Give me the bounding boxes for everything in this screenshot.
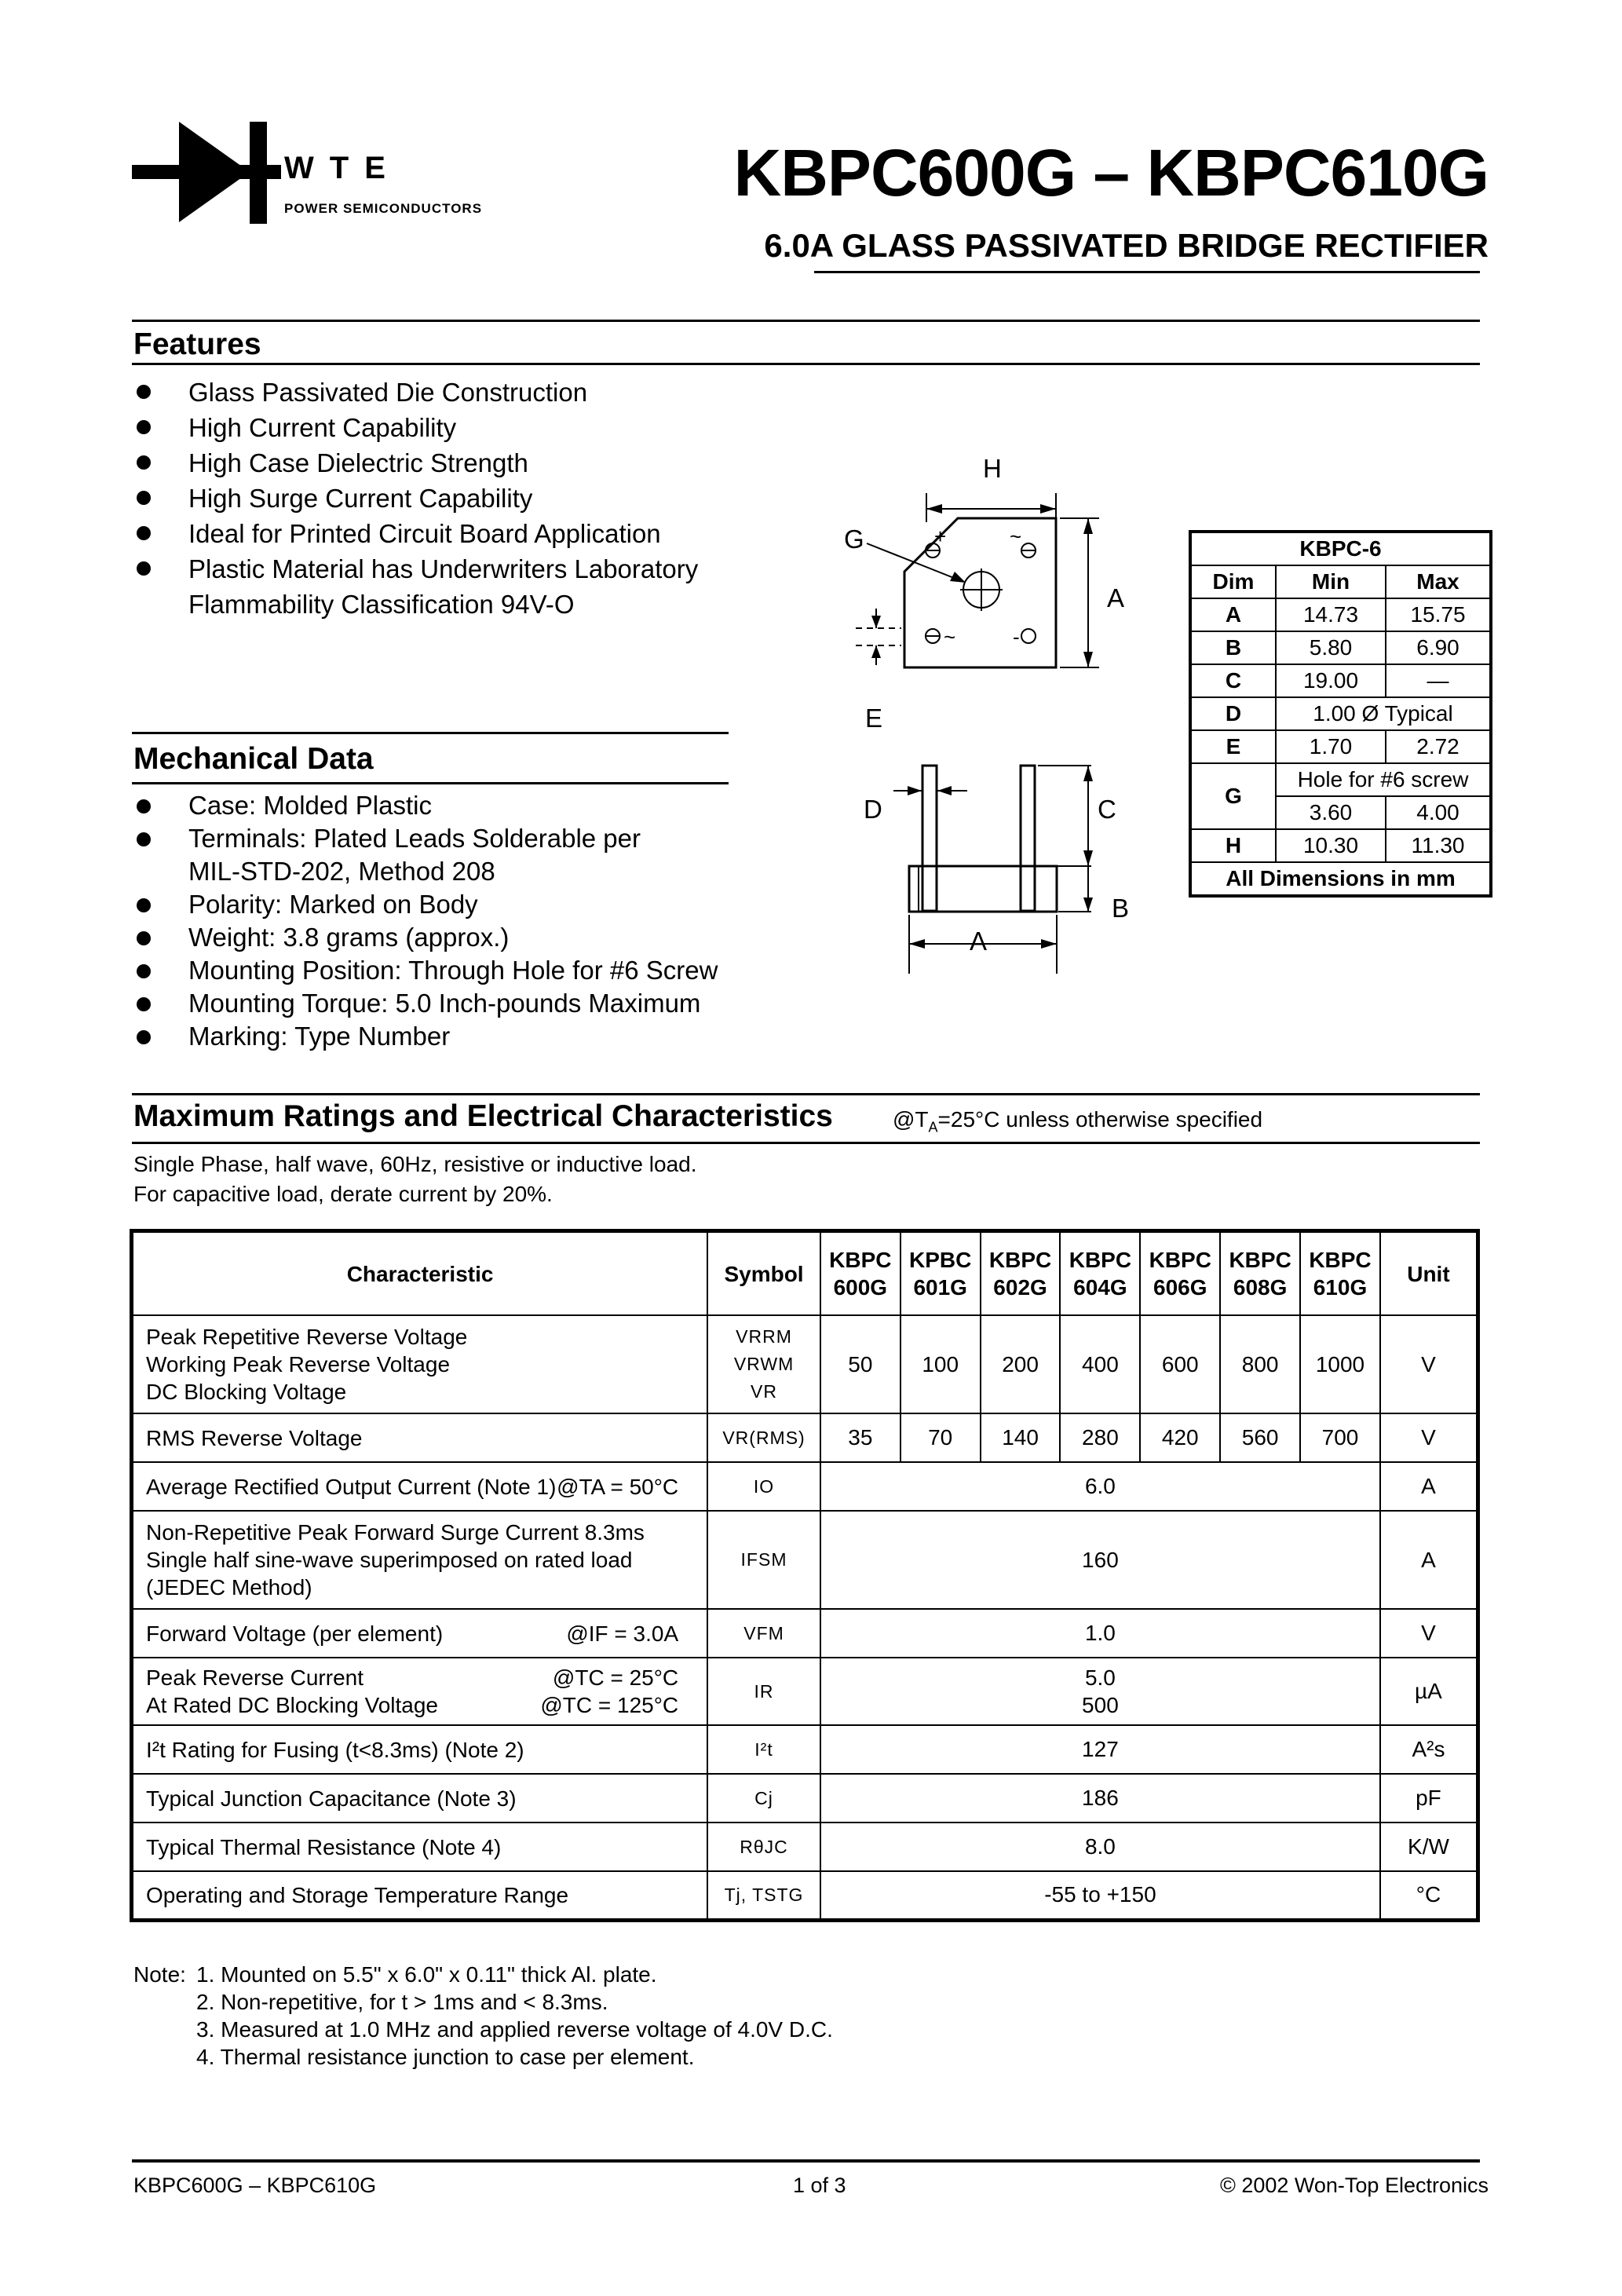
features-top-rule — [132, 320, 1480, 322]
value-cell: 700 — [1300, 1413, 1380, 1462]
dim-label-d: D — [864, 795, 882, 824]
dim-cell: A — [1190, 598, 1276, 631]
dim-label-h: H — [983, 454, 1002, 483]
table-row — [132, 1511, 1478, 1609]
table-header-row — [132, 1231, 1478, 1316]
mech-item-line1: Terminals: Plated Leads Solderable per — [188, 824, 641, 853]
value-cell: 160 — [820, 1511, 1380, 1609]
pin-minus-label: - — [1013, 625, 1020, 649]
col-header-part: KBPC 606G — [1140, 1231, 1220, 1316]
value-cell: 800 — [1220, 1315, 1300, 1413]
dimension-table — [1189, 530, 1492, 898]
features-list — [133, 375, 698, 622]
unit-cell: K/W — [1380, 1823, 1478, 1871]
value-cell: 127 — [820, 1725, 1380, 1774]
pin-ac-label: ~ — [1010, 525, 1022, 548]
dim-label-e: E — [865, 704, 883, 733]
table-row — [132, 1315, 1478, 1413]
dim-table-caption: KBPC-6 — [1190, 532, 1491, 565]
features-bottom-rule — [132, 363, 1480, 365]
col-header-part: KBPC 602G — [981, 1231, 1061, 1316]
col-header-part: KBPC 604G — [1060, 1231, 1140, 1316]
characteristic-cell: Non-Repetitive Peak Forward Surge Current 8.3ms Single half sine-wave superimposed on rated load (JEDEC Method) — [132, 1511, 708, 1609]
dim-cell: B — [1190, 631, 1276, 664]
mech-item: Mounting Position: Through Hole for #6 Screw — [133, 954, 718, 987]
mech-item-line2: MIL-STD-202, Method 208 — [188, 857, 495, 886]
col-header-part: KBPC 610G — [1300, 1231, 1380, 1316]
unit-cell: A — [1380, 1462, 1478, 1511]
value-cell: 400 — [1060, 1315, 1140, 1413]
symbol-cell: Tj, TSTG — [707, 1871, 820, 1920]
dim-col-header: Max — [1386, 565, 1491, 598]
mech-item: Weight: 3.8 grams (approx.) — [133, 921, 718, 954]
dim-cell: D — [1190, 697, 1276, 730]
note-item: 3. Measured at 1.0 MHz and applied reverse voltage of 4.0V D.C. — [196, 2017, 833, 2042]
dim-cell: 15.75 — [1386, 598, 1491, 631]
dim-cell: G — [1190, 763, 1276, 829]
value-cell: 1.0 — [820, 1609, 1380, 1658]
unit-cell: A — [1380, 1511, 1478, 1609]
dim-label-g: G — [844, 525, 864, 554]
table-row — [132, 1725, 1478, 1774]
mech-item: Marking: Type Number — [133, 1020, 718, 1053]
wte-logo — [132, 122, 281, 224]
dim-table-footer: All Dimensions in mm — [1190, 862, 1491, 896]
value-cell: 280 — [1060, 1413, 1140, 1462]
ratings-bottom-rule — [132, 1142, 1480, 1144]
value-cell: 186 — [820, 1774, 1380, 1823]
symbol-cell: I²t — [707, 1725, 820, 1774]
dim-row — [1190, 829, 1491, 862]
mech-item: Mounting Torque: 5.0 Inch-pounds Maximum — [133, 987, 718, 1020]
footer-part-range: KBPC600G – KBPC610G — [133, 2174, 377, 2197]
dim-label-b: B — [1112, 894, 1130, 923]
notes-label: Note: — [133, 1962, 186, 1987]
footer-copyright: © 2002 Won-Top Electronics — [1219, 2174, 1489, 2197]
characteristic-cell: Typical Junction Capacitance (Note 3) — [132, 1774, 708, 1823]
table-row — [132, 1658, 1478, 1725]
symbol-cell: VRRM VRWM VR — [707, 1315, 820, 1413]
symbol-cell: Cj — [707, 1774, 820, 1823]
table-row — [132, 1871, 1478, 1920]
characteristic-cell: Operating and Storage Temperature Range — [132, 1871, 708, 1920]
dim-cell: 10.30 — [1276, 829, 1386, 862]
value-cell: 200 — [981, 1315, 1061, 1413]
ratings-note: Single Phase, half wave, 60Hz, resistive or inductive load. For capacitive load, derate current by 20%. — [133, 1152, 697, 1206]
unit-cell: µA — [1380, 1658, 1478, 1725]
symbol-cell: VFM — [707, 1609, 820, 1658]
table-row — [132, 1823, 1478, 1871]
value-cell: 6.0 — [820, 1462, 1380, 1511]
col-header-part: KPBC 601G — [901, 1231, 981, 1316]
characteristic-cell: Average Rectified Output Current (Note 1) @TA = 50°C — [132, 1462, 708, 1511]
features-title: Features — [133, 327, 261, 361]
unit-cell: V — [1380, 1413, 1478, 1462]
ratings-condition: $@T_A=25^\circ C$ unless otherwise specified — [893, 1107, 1263, 1135]
dim-cell: Hole for #6 screw — [1276, 763, 1491, 796]
table-row — [132, 1462, 1478, 1511]
symbol-cell: IFSM — [707, 1511, 820, 1609]
characteristic-cell: Peak Repetitive Reverse Voltage Working Peak Reverse Voltage DC Blocking Voltage — [132, 1315, 708, 1413]
dim-label-a: A — [1107, 583, 1125, 612]
value-cell: 5.0 500 — [820, 1658, 1380, 1725]
dim-row — [1190, 697, 1491, 730]
dim-cell: E — [1190, 730, 1276, 763]
symbol-cell: VR(RMS) — [707, 1413, 820, 1462]
package-diagram — [832, 440, 1162, 989]
footer-rule — [132, 2159, 1480, 2163]
feature-item: High Surge Current Capability — [133, 481, 698, 516]
value-cell: 560 — [1220, 1413, 1300, 1462]
unit-cell: pF — [1380, 1774, 1478, 1823]
dim-cell: 5.80 — [1276, 631, 1386, 664]
feature-item-line1: Plastic Material has Underwriters Laboratory — [188, 554, 699, 583]
logo-text: WTE — [284, 151, 401, 185]
value-cell: 420 — [1140, 1413, 1220, 1462]
col-header-unit: Unit — [1380, 1231, 1478, 1316]
logo-subtitle: POWER SEMICONDUCTORS — [284, 201, 483, 216]
unit-cell: °C — [1380, 1871, 1478, 1920]
dim-cell: — — [1386, 664, 1491, 697]
dim-cell: 1.70 — [1276, 730, 1386, 763]
note-item: 4. Thermal resistance junction to case per element. — [196, 2045, 695, 2069]
value-cell: 1000 — [1300, 1315, 1380, 1413]
value-cell: 8.0 — [820, 1823, 1380, 1871]
note-item: 2. Non-repetitive, for t > 1ms and < 8.3ms. — [196, 1990, 608, 2014]
dim-cell: 2.72 — [1386, 730, 1491, 763]
mech-item — [133, 822, 718, 888]
dim-label-c: C — [1098, 795, 1116, 824]
feature-item — [133, 551, 698, 622]
col-header-symbol: Symbol — [707, 1231, 820, 1316]
dim-row — [1190, 763, 1491, 796]
symbol-cell: IO — [707, 1462, 820, 1511]
symbol-cell: RθJC — [707, 1823, 820, 1871]
pin-ac-label: ~ — [944, 625, 956, 649]
mechanical-title: Mechanical Data — [133, 742, 374, 776]
table-row — [132, 1774, 1478, 1823]
col-header-part: KBPC 600G — [820, 1231, 901, 1316]
feature-item-line2: Flammability Classification 94V-O — [188, 590, 575, 619]
value-cell: 600 — [1140, 1315, 1220, 1413]
value-cell: 50 — [820, 1315, 901, 1413]
feature-item: High Case Dielectric Strength — [133, 445, 698, 481]
footer-page-number: 1 of 3 — [793, 2174, 846, 2197]
value-cell: 140 — [981, 1413, 1061, 1462]
page-title: KBPC600G – KBPC610G — [733, 136, 1489, 210]
dim-row — [1190, 730, 1491, 763]
value-cell: 35 — [820, 1413, 901, 1462]
characteristic-cell: RMS Reverse Voltage — [132, 1413, 708, 1462]
dim-row — [1190, 664, 1491, 697]
notes — [133, 1961, 833, 2071]
mechanical-list — [133, 789, 718, 1053]
mech-top-rule — [132, 732, 729, 734]
table-row — [132, 1413, 1478, 1462]
value-cell: -55 to +150 — [820, 1871, 1380, 1920]
ratings-top-rule — [132, 1093, 1480, 1095]
unit-cell: A²s — [1380, 1725, 1478, 1774]
dim-col-header: Dim — [1190, 565, 1276, 598]
value-cell: 70 — [901, 1413, 981, 1462]
col-header-characteristic: Characteristic — [132, 1231, 708, 1316]
feature-item: Ideal for Printed Circuit Board Application — [133, 516, 698, 551]
note-item: 1. Mounted on 5.5" x 6.0" x 0.11" thick Al. plate. — [196, 1962, 657, 1987]
table-row — [132, 1609, 1478, 1658]
characteristic-cell: Forward Voltage (per element) @IF = 3.0A — [132, 1609, 708, 1658]
characteristic-cell: Peak Reverse Current @TC = 25°C At Rated DC Blocking Voltage @TC = 125°C — [132, 1658, 708, 1725]
dim-cell: 11.30 — [1386, 829, 1491, 862]
dim-cell: H — [1190, 829, 1276, 862]
characteristic-cell: I²t Rating for Fusing (t<8.3ms) (Note 2) — [132, 1725, 708, 1774]
header-rule — [814, 271, 1480, 273]
mech-item: Case: Molded Plastic — [133, 789, 718, 822]
col-header-part: KBPC 608G — [1220, 1231, 1300, 1316]
dim-row — [1190, 598, 1491, 631]
dim-cell: 6.90 — [1386, 631, 1491, 664]
dim-label-a-bottom: A — [970, 927, 988, 956]
ratings-title: Maximum Ratings and Electrical Characteristics — [133, 1099, 833, 1133]
dim-cell: 19.00 — [1276, 664, 1386, 697]
ratings-table — [130, 1229, 1480, 1922]
unit-cell: V — [1380, 1609, 1478, 1658]
mech-item: Polarity: Marked on Body — [133, 888, 718, 921]
characteristic-cell: Typical Thermal Resistance (Note 4) — [132, 1823, 708, 1871]
symbol-cell: IR — [707, 1658, 820, 1725]
dim-row — [1190, 631, 1491, 664]
feature-item: Glass Passivated Die Construction — [133, 375, 698, 410]
dim-cell: 4.00 — [1386, 796, 1491, 829]
mech-bottom-rule — [132, 782, 729, 784]
dim-col-header: Min — [1276, 565, 1386, 598]
page-subtitle: 6.0A GLASS PASSIVATED BRIDGE RECTIFIER — [764, 227, 1489, 264]
dim-cell: 1.00 Ø Typical — [1276, 697, 1491, 730]
dim-cell: 14.73 — [1276, 598, 1386, 631]
feature-item: High Current Capability — [133, 410, 698, 445]
unit-cell: V — [1380, 1315, 1478, 1413]
dim-cell: C — [1190, 664, 1276, 697]
dim-cell: 3.60 — [1276, 796, 1386, 829]
pin-plus-label: + — [934, 525, 947, 548]
value-cell: 100 — [901, 1315, 981, 1413]
